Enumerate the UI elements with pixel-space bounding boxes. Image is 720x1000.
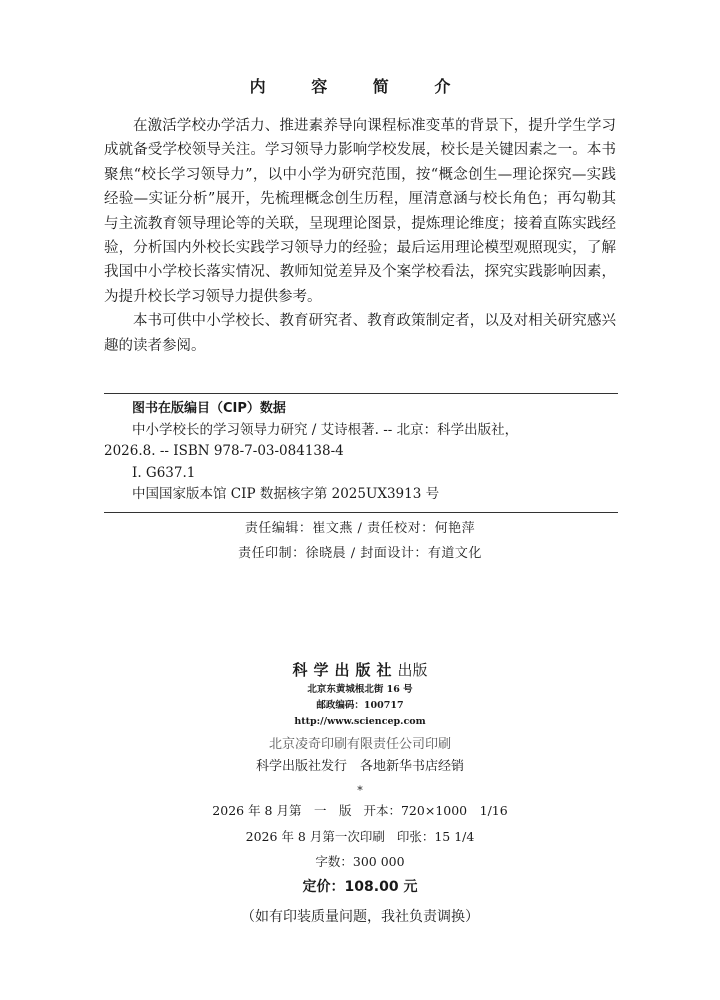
edition-line (0, 798, 720, 824)
edition-text: 2026 年 8 月第 一 版 (212, 803, 352, 818)
printer-line: 北京凌奇印刷有限责任公司印刷 (268, 737, 451, 752)
cip-record-number: 中国国家版本馆 CIP 数据核字第 2025UX3913 号 (132, 486, 440, 502)
credits-block (0, 516, 720, 566)
format-text: 开本：720×1000 1/16 (363, 803, 508, 818)
separator-star: * (357, 784, 363, 797)
publisher-address: 北京东黄城根北街 16 号 (307, 684, 413, 695)
credits-printing-design: 责任印制：徐晓晨 / 封面设计：有道文化 (238, 546, 482, 561)
cip-heading: 图书在版编目（CIP）数据 (132, 401, 286, 416)
page-title: 内 容 简 介 (249, 77, 471, 96)
quality-note: （如有印装质量问题，我社负责调换） (241, 909, 479, 925)
intro-paragraph-1: 在激活学校办学活力、推进素养导向课程标准变革的背景下，提升学生学习成就备受学校领导关注。学习领导力影响学校发展，校长是关键因素之一。本书聚焦“校长学习领导力”，以中小学为研究范围，按“概念创生—理论探究—实践经验—实证分析”展开，先梳理概念创生历程，厘清意涵与校长角色；再勾勒其与主流教育领导理论等的关联，呈现理论图景，提炼理论维度；接着直陈实践经验，分析国内外校长实践学习领导力的经验；最后运用理论模型观照现实，了解我国中小学校长落实情况、教师知觉差异及个案学校看法，探究实践影响因素，为提升校长学习领导力提供参考。 (104, 118, 616, 305)
intro-paragraph-2: 本书可供中小学校长、教育研究者、教育政策制定者，以及对相关研究感兴趣的读者参阅。 (104, 313, 616, 354)
publisher-block (0, 658, 720, 932)
publisher-line (0, 658, 720, 682)
cip-book-line: 中小学校长的学习领导力研究 / 艾诗根著. -- 北京：科学出版社， (132, 421, 519, 438)
cip-classification: Ⅰ. G637.1 (132, 464, 196, 481)
publisher-url: http://www.sciencep.com (294, 716, 426, 727)
cip-isbn-line: 2026.8. -- ISBN 978-7-03-084138-4 (104, 443, 344, 459)
credits-editors: 责任编辑：崔文燕 / 责任校对：何艳萍 (244, 521, 476, 536)
distribution-line: 科学出版社发行 各地新华书店经销 (255, 759, 464, 774)
word-count: 字数：300 000 (315, 854, 405, 869)
printing-line (0, 824, 720, 850)
publisher-suffix: 出版 (397, 661, 428, 679)
publisher-logo-text: 科学出版社 (292, 661, 398, 679)
sheets-text: 印张：15 1/4 (396, 829, 475, 844)
printing-text: 2026 年 8 月第一次印刷 (245, 829, 385, 844)
publisher-postcode: 邮政编码：100717 (316, 700, 404, 711)
introduction-section (104, 114, 616, 358)
price: 定价：108.00 元 (302, 879, 418, 895)
cip-data-block (104, 393, 618, 513)
